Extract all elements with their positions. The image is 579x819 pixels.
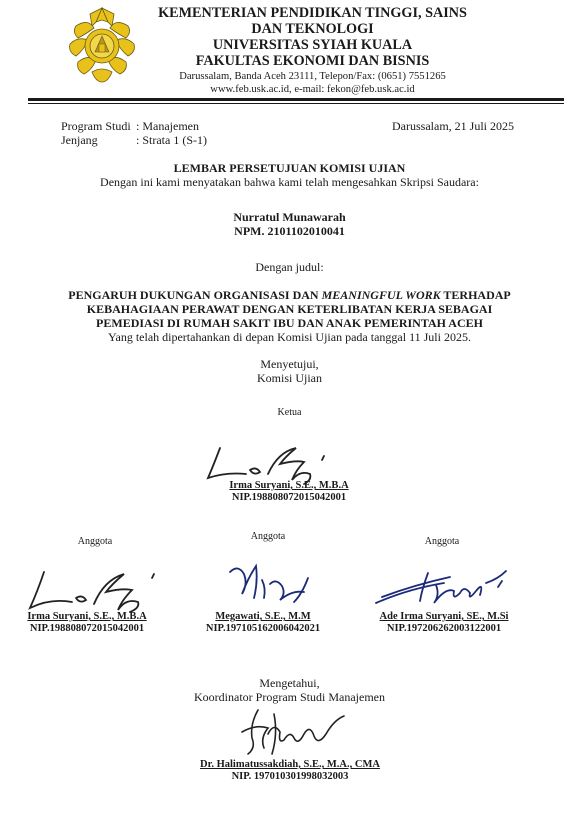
coordinator-signature bbox=[228, 704, 358, 759]
member2-signature bbox=[220, 560, 320, 610]
header-ministry-line2: DAN TEKNOLOGI bbox=[251, 21, 374, 37]
approve-label: Menyetujui, bbox=[260, 357, 319, 371]
chair-nip: NIP.198808072015042001 bbox=[231, 492, 347, 503]
member1-name: Irma Suryani, S.E., M.B.A bbox=[27, 611, 147, 622]
program-label: Program Studi bbox=[61, 119, 131, 133]
header-faculty: FAKULTAS EKONOMI DAN BISNIS bbox=[195, 53, 430, 69]
level-label: Jenjang bbox=[61, 133, 98, 147]
coordinator-nip: NIP. 197010301998032003 bbox=[231, 771, 349, 782]
thesis-title-line3: PEMEDIASI DI RUMAH SAKIT IBU DAN ANAK PEMERINTAH ACEH bbox=[96, 316, 483, 330]
coordinator-name: Dr. Halimatussakdiah, S.E., M.A., CMA bbox=[200, 759, 380, 770]
header-rule-thick bbox=[28, 98, 564, 101]
chair-signature-block bbox=[189, 480, 389, 504]
chair-signature bbox=[200, 440, 340, 485]
member2-role: Anggota bbox=[250, 531, 286, 542]
coordinator-label: Koordinator Program Studi Manajemen bbox=[194, 690, 385, 704]
member1-signature bbox=[18, 568, 163, 613]
member3-role: Anggota bbox=[424, 536, 460, 547]
coordinator-signature-block bbox=[160, 759, 420, 783]
member3-signature-block bbox=[369, 611, 519, 635]
member2-name: Megawati, S.E., M.M bbox=[215, 611, 311, 622]
header-ministry-line1: KEMENTERIAN PENDIDIKAN TINGGI, SAINS bbox=[158, 5, 467, 21]
thesis-title-line1: PENGARUH DUKUNGAN ORGANISASI DAN MEANINGFUL WORK TERHADAP bbox=[68, 288, 511, 302]
document-title: LEMBAR PERSETUJUAN KOMISI UJIAN bbox=[173, 161, 406, 175]
header-rule-thin bbox=[28, 103, 564, 104]
header-web: www.feb.usk.ac.id, e-mail: fekon@feb.usk.ac.id bbox=[210, 84, 415, 95]
student-name: Nurratul Munawarah bbox=[233, 210, 346, 224]
member3-signature bbox=[368, 563, 518, 608]
program-value: : Manajemen bbox=[136, 119, 199, 133]
judul-label: Dengan judul: bbox=[255, 260, 324, 274]
member1-role: Anggota bbox=[77, 536, 113, 547]
level-value: : Strata 1 (S-1) bbox=[136, 133, 207, 147]
chair-name: Irma Suryani, S.E., M.B.A bbox=[229, 480, 349, 491]
intro-text: Dengan ini kami menyatakan bahwa kami telah mengesahkan Skripsi Saudara: bbox=[100, 175, 479, 189]
member1-signature-block bbox=[12, 611, 162, 635]
header-university: UNIVERSITAS SYIAH KUALA bbox=[212, 37, 413, 53]
header-address: Darussalam, Banda Aceh 23111, Telepon/Fax: (0651) 7551265 bbox=[179, 71, 446, 82]
member2-nip: NIP.197105162006042021 bbox=[205, 623, 321, 634]
member3-nip: NIP.197206262003122001 bbox=[386, 623, 502, 634]
acknowledged-label: Mengetahui, bbox=[259, 676, 320, 690]
member1-nip: NIP.198808072015042001 bbox=[29, 623, 145, 634]
member3-name: Ade Irma Suryani, SE., M.Si bbox=[379, 611, 509, 622]
committee-label: Komisi Ujian bbox=[257, 371, 322, 385]
student-npm: NPM. 2101102010041 bbox=[234, 224, 345, 238]
thesis-title-line2: KEBAHAGIAAN PERAWAT DENGAN KETERLIBATAN KERJA SEBAGAI bbox=[86, 302, 493, 316]
place-date: Darussalam, 21 Juli 2025 bbox=[392, 119, 514, 133]
chair-role: Ketua bbox=[277, 407, 302, 418]
defended-text: Yang telah dipertahankan di depan Komisi Ujian pada tanggal 11 Juli 2025. bbox=[108, 330, 471, 344]
university-logo bbox=[62, 4, 142, 84]
member2-signature-block bbox=[183, 611, 343, 635]
